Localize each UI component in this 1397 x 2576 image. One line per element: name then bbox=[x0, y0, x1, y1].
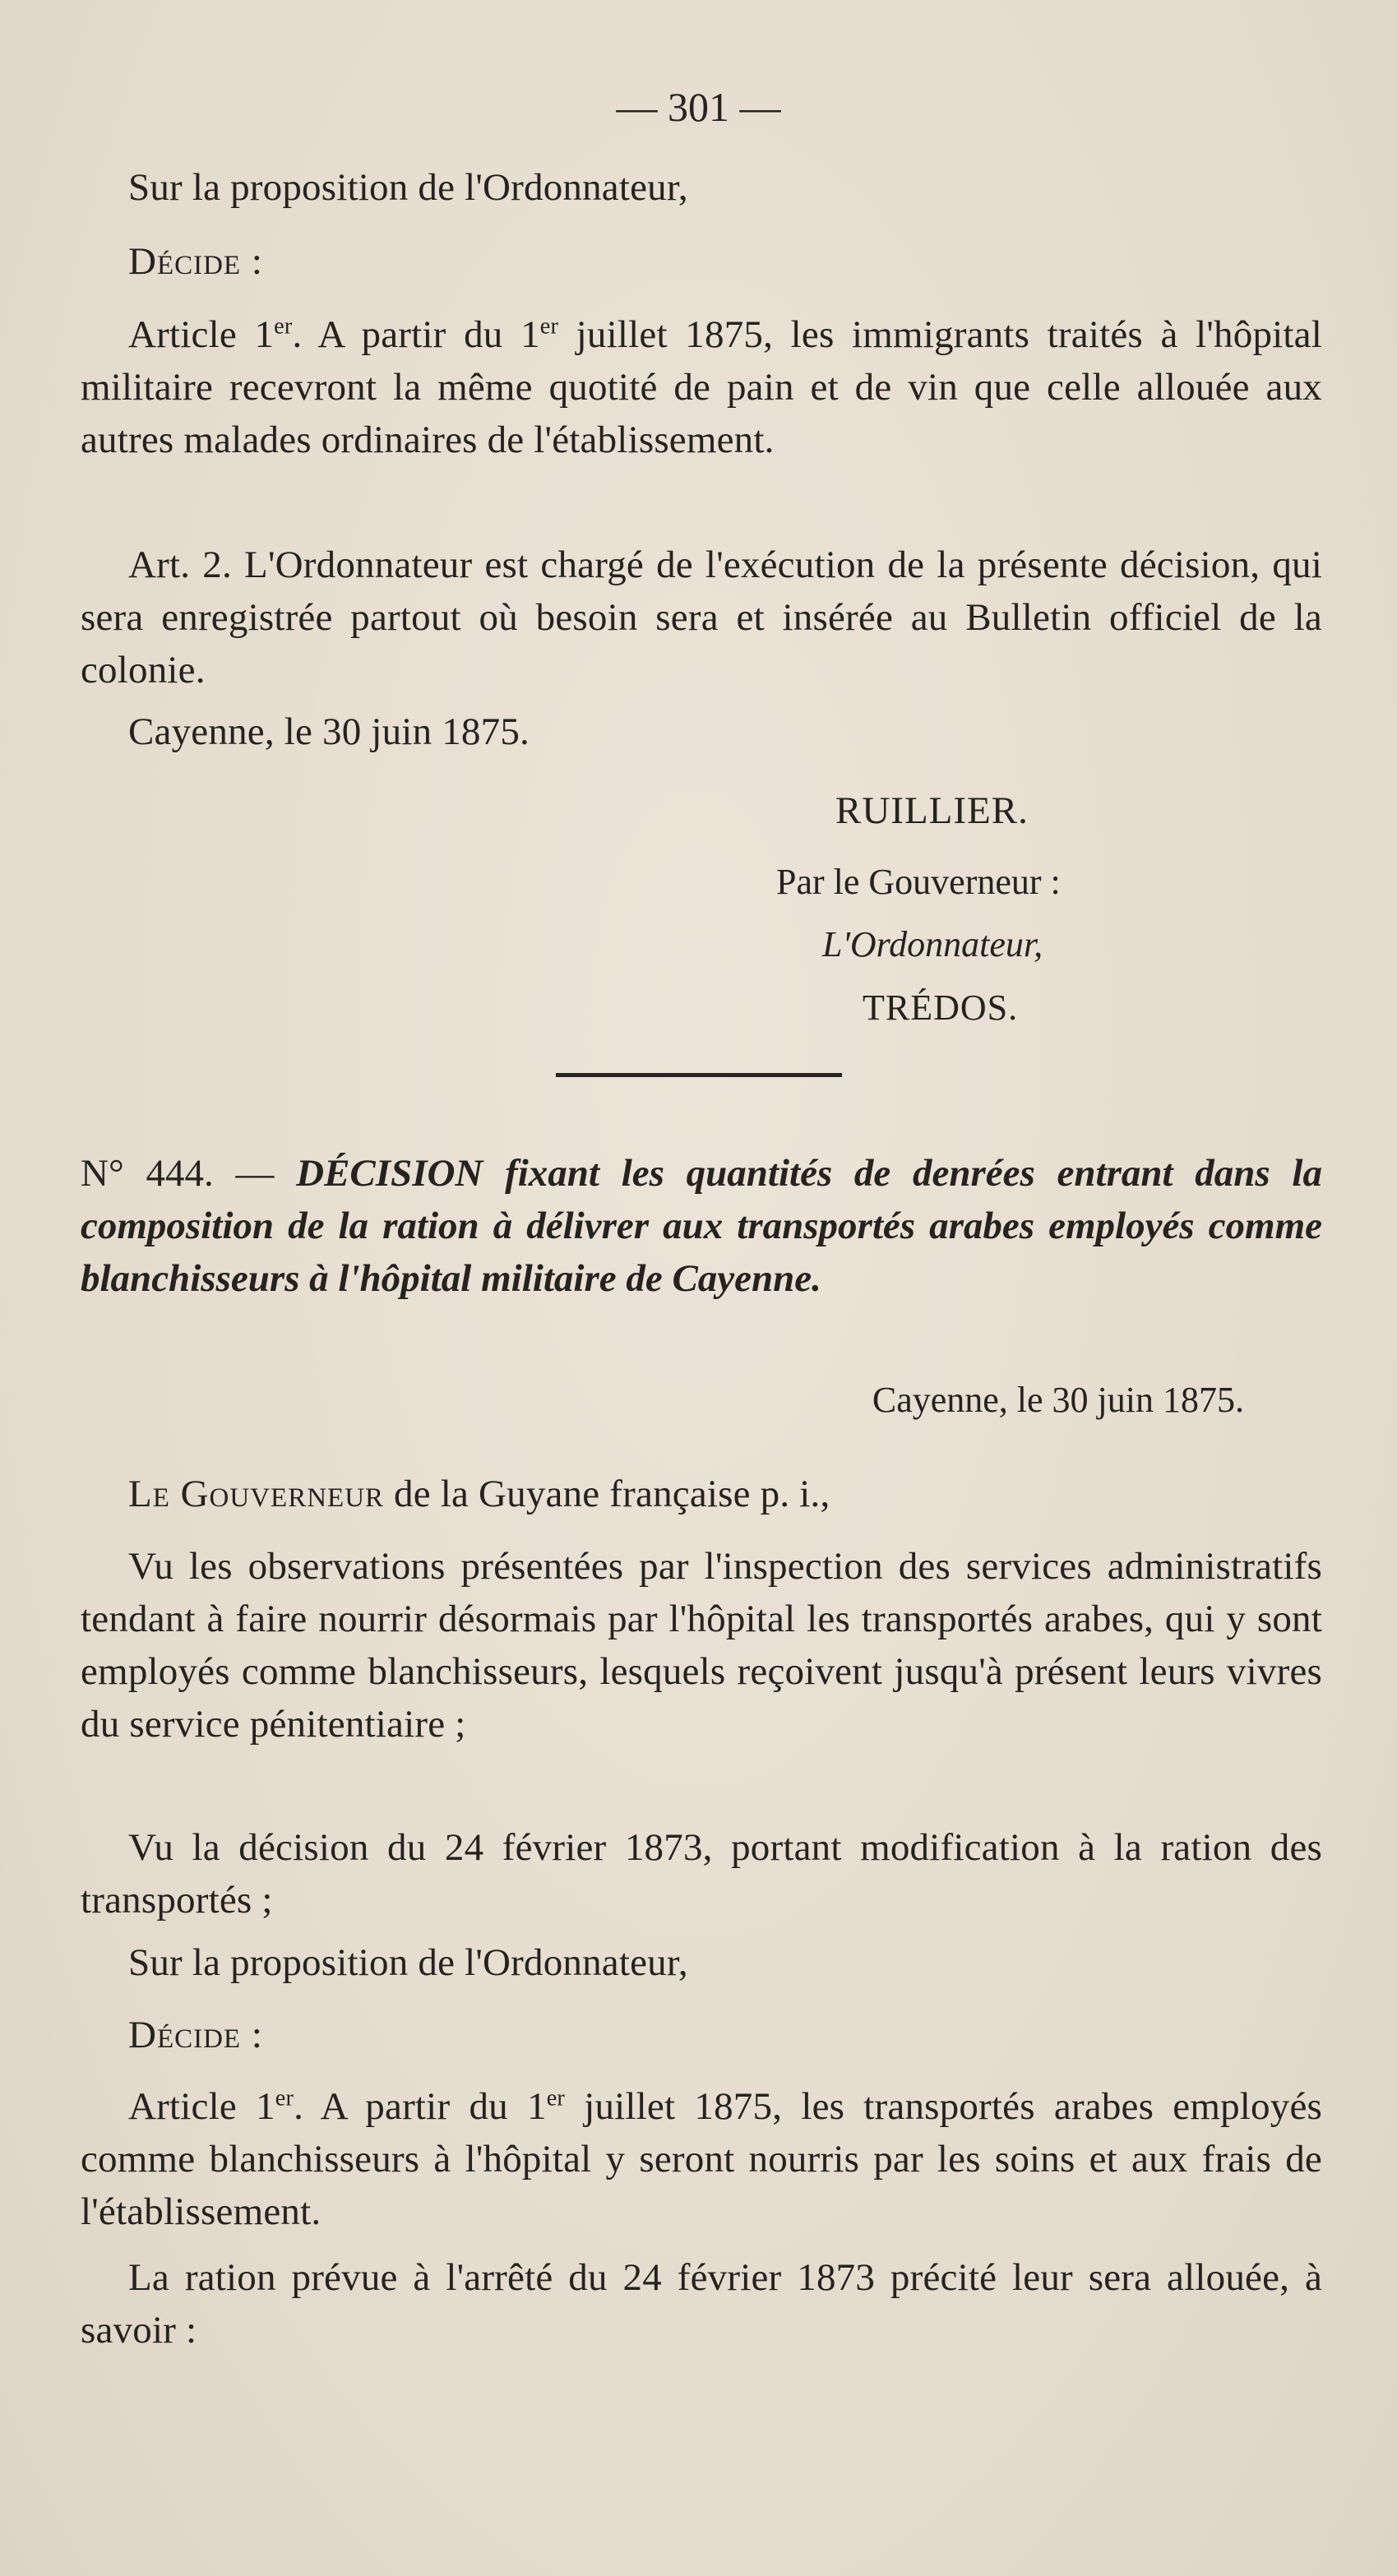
signature-governor: RUILLIER. bbox=[835, 789, 1029, 832]
article-1-text-2: . A partir du 1 bbox=[294, 2085, 547, 2128]
vu-decision: Vu la décision du 24 février 1873, portant modification à la ration des transportés ; bbox=[81, 1826, 1322, 1922]
ordonnateur-name: TRÉDOS. bbox=[863, 987, 1019, 1028]
ordonnateur-title: L'Ordonnateur, bbox=[822, 924, 1043, 964]
decision-title: DÉCISION fixant les quantités de denrées entrant dans la composition de la ration à délivrer aux transportés arabes employés comme blanchisseurs à l'hôpital militaire de Cayenne. bbox=[81, 1152, 1322, 1300]
governor-title: Le Gouverneur bbox=[128, 1473, 385, 1515]
decision-heading bbox=[81, 1147, 1322, 1305]
decision-dateline: Cayenne, le 30 juin 1875. bbox=[872, 1380, 1244, 1420]
article-1-rest: juillet 1875, les immigrants traités à l'hôpital militaire recevront la même quotité de pain et de vin que celle allouée aux autres malades ordinaires de l'établissement. bbox=[81, 313, 1322, 461]
article-1-sup: er bbox=[274, 313, 293, 340]
place-date: Cayenne, le 30 juin 1875. bbox=[128, 710, 530, 753]
governor-intro-rest: de la Guyane française p. i., bbox=[384, 1473, 830, 1515]
article-1-label: Article 1 bbox=[128, 313, 275, 356]
ration-paragraph: La ration prévue à l'arrêté du 24 février 1873 précité leur sera allouée, à savoir : bbox=[81, 2256, 1322, 2352]
decision-number: N° 444. — bbox=[81, 1152, 297, 1195]
article-2-paragraph: Art. 2. L'Ordonnateur est chargé de l'exécution de la présente décision, qui sera enregistrée partout où besoin sera et insérée au Bulletin officiel de la colonie. bbox=[81, 543, 1322, 691]
page-number: — 301 — bbox=[616, 84, 781, 130]
vu-observations: Vu les observations présentées par l'inspection des services administratifs tendant à faire nourrir désormais par l'hôpital les transportés arabes, qui y sont employés comme blanchisseurs, lesquels reçoivent jusqu'à présent leurs vivres du service pénitentiaire ; bbox=[81, 1545, 1322, 1746]
paragraph-proposition: Sur la proposition de l'Ordonnateur, bbox=[128, 166, 688, 209]
decide-label: Décide : bbox=[128, 240, 263, 283]
article-1-label-2: Article 1 bbox=[128, 2085, 275, 2128]
decide-label-2: Décide : bbox=[128, 2014, 263, 2056]
par-le-gouverneur: Par le Gouverneur : bbox=[776, 862, 1061, 902]
governor-intro bbox=[81, 1468, 1322, 1520]
article-1-sup-2: er bbox=[275, 2085, 294, 2111]
separator-rule bbox=[556, 1073, 842, 1077]
article-1-paragraph bbox=[81, 308, 1322, 466]
article-1-paragraph-2 bbox=[81, 2080, 1322, 2238]
article-1-rest-2: juillet 1875, les transportés arabes employés comme blanchisseurs à l'hôpital y seront nourris par les soins et aux frais de l'établissement. bbox=[81, 2085, 1322, 2233]
article-1-date-sup: er bbox=[539, 313, 559, 340]
article-1-text: . A partir du 1 bbox=[292, 313, 540, 356]
article-1-date-sup-2: er bbox=[546, 2085, 566, 2111]
paragraph-proposition-2: Sur la proposition de l'Ordonnateur, bbox=[128, 1941, 688, 1984]
